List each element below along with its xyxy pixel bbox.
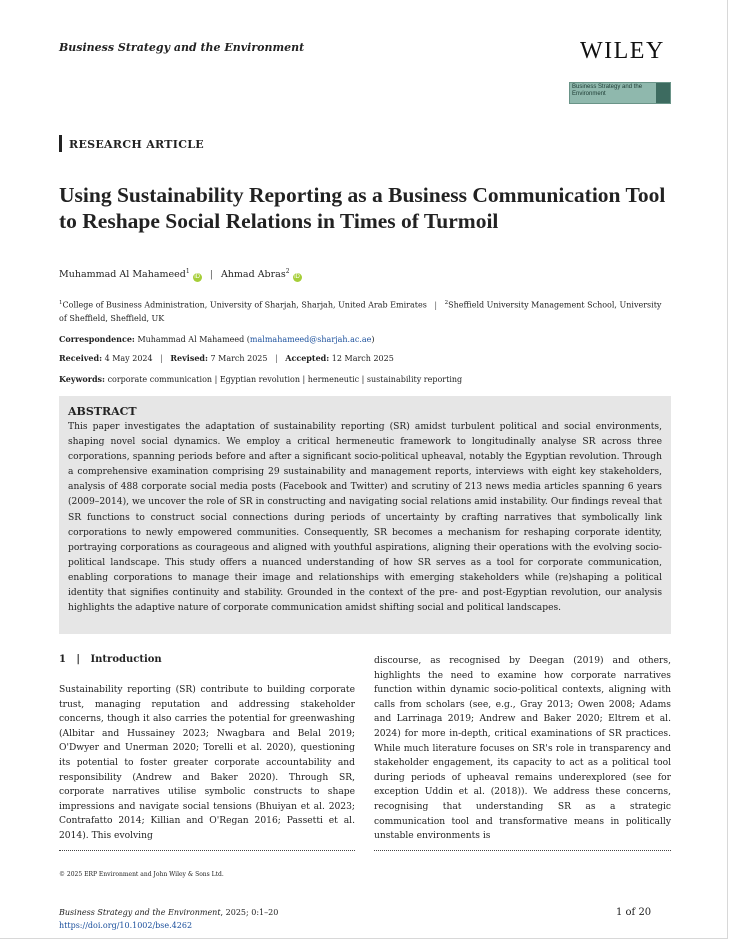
author-separator: | — [209, 269, 213, 281]
author-affiliation-mark: 2 — [285, 268, 290, 275]
orcid-icon[interactable]: iD — [194, 274, 200, 281]
abstract-box — [59, 396, 671, 634]
publisher-logo: WILEY — [580, 38, 665, 64]
body-left-column: Sustainability reporting (SR) contribute to building corporate trust, managing reputation and addressing stakeholder concerns, though it also carries the potential for greenwashing (Albitar and Hussainey 2023; Nwagbara and Belal 2019; O'Dwyer and Unerman 2020; Torelli et al. 2020), questioning its potential to foster greater corporate accountability and responsibility (Andrew and Baker 2020). Through SR, corporate narratives utilise symbolic constructs to shape impressions and navigate social tensions (Bhuiyan et al. 2023; Contrafatto 2014; Killian and O'Regan 2016; Passetti et al. 2014). This evolving — [59, 685, 355, 841]
accepted-date: 12 March 2025 — [331, 354, 394, 363]
journal-cover-thumbnail — [569, 82, 671, 104]
article-type-rule — [59, 135, 62, 152]
author-affiliation-mark: 1 — [185, 268, 190, 275]
orcid-icon[interactable]: iD — [294, 274, 300, 281]
journal-name: Business Strategy and the Environment — [59, 41, 305, 54]
revised-label: Revised: — [170, 353, 208, 363]
affiliation-mark: 2 — [444, 300, 449, 306]
section-heading-introduction: 1 | Introduction — [59, 654, 162, 665]
correspondence: Correspondence: Muhammad Al Mahameed (malmahameed@sharjah.ac.ae) — [59, 334, 375, 344]
affiliation-mark: 1 — [59, 300, 63, 306]
page-number: 1 of 20 — [616, 907, 652, 918]
article-dates — [59, 353, 394, 363]
correspondence-name: Muhammad Al Mahameed — [137, 335, 245, 344]
keywords — [59, 374, 462, 384]
affiliation-2: Sheffield University Management School, University of Sheffield, Sheffield, UK — [59, 300, 662, 323]
received-date: 4 May 2024 — [104, 354, 153, 363]
article-title: Using Sustainability Reporting as a Business Communication Tool to Reshape Social Relations in Times of Turmoil — [59, 183, 666, 233]
correspondence-label: Correspondence: — [59, 334, 135, 344]
date-separator: | — [275, 354, 278, 363]
article-type: RESEARCH ARTICLE — [69, 138, 204, 151]
footnote-divider — [59, 850, 355, 852]
affiliation-1: College of Business Administration, University of Sharjah, Sharjah, United Arab Emirates — [62, 300, 427, 310]
revised-date: 7 March 2025 — [210, 354, 268, 363]
author-name[interactable]: Muhammad Al Mahameed — [59, 269, 186, 281]
correspondence-email-link[interactable]: malmahameed@sharjah.ac.ae — [249, 335, 372, 344]
footer-journal-name: Business Strategy and the Environment — [59, 908, 221, 917]
footer-citation — [59, 908, 278, 917]
copyright-notice: © 2025 ERP Environment and John Wiley & Sons Ltd. — [59, 871, 224, 878]
date-separator: | — [160, 354, 163, 363]
abstract-heading: ABSTRACT — [68, 405, 137, 418]
footer-citation-details: , 2025; 0:1–20 — [220, 908, 279, 917]
body-right-column: discourse, as recognised by Deegan (2019) and others, highlights the need to examine how corporate narratives function within dynamic socio-political contexts, aligning with calls from scholars (see, e.g., Gray 2013; Owen 2008; Adams and Larrinaga 2019; Andrew and Baker 2020; Eltrem et al. 2024) for more in-depth, critical examinations of SR practices. While much literature focuses on SR's role in transparency and stakeholder engagement, its capacity to act as a political tool during periods of upheaval remains underexplored (see for exception Uddin et al. (2018)). We address these concerns, recognising that understanding SR as a strategic communication tool and transformative means in politically unstable environments is — [374, 656, 671, 842]
received-label: Received: — [59, 353, 103, 363]
footnote-divider — [374, 850, 671, 852]
cover-thumbnail-text: Business Strategy and the Environment — [572, 84, 643, 97]
author-list — [59, 268, 302, 282]
affiliation-separator: | — [434, 300, 438, 310]
keywords-label: Keywords: — [59, 374, 106, 384]
author-name[interactable]: Ahmad Abras — [220, 269, 286, 281]
abstract-text: This paper investigates the adaptation of sustainability reporting (SR) amidst turbulent political and social environments, shaping novel social dynamics. We employ a critical hermeneutic framework to longitudinally analyse SR across three corporations, spanning periods before and after a significant socio-political upheaval, notably the Egyptian revolution. Through a comprehensive examination comprising 29 sustainability and management reports, interviews with eight key stakeholders, analysis of 488 corporate social media posts (Facebook and Twitter) and scrutiny of 213 news media articles spanning 6 years (2009–2014), we uncover the role of SR in constructing and navigating social relations amid instability. Our findings reveal that SR functions to construct social connections during periods of uncertainty by crafting narratives that symbolically link corporations to newly empowered communities. Consequently, SR becomes a mechanism for reshaping corporate identity, portraying corporations as courageous and aligned with youthful aspirations, aligning their operations with the evolving socio-political landscape. This study offers a nuanced understanding of how SR serves as a tool for corporate communication, enabling corporations to manage their image and relationships with emerging stakeholders while (re)shaping a political identity that signifies continuity and stability. Grounded in the context of the pre- and post-Egyptian revolution, our analysis highlights the adaptive nature of corporate communication amidst shifting social and political landscapes. — [68, 422, 662, 614]
doi-link[interactable]: https://doi.org/10.1002/bse.4262 — [59, 921, 193, 930]
cover-stripe — [656, 83, 670, 103]
affiliations — [59, 297, 671, 325]
accepted-label: Accepted: — [285, 353, 330, 363]
keywords-list: corporate communication | Egyptian revolution | hermeneutic | sustainability reporting — [107, 375, 463, 384]
